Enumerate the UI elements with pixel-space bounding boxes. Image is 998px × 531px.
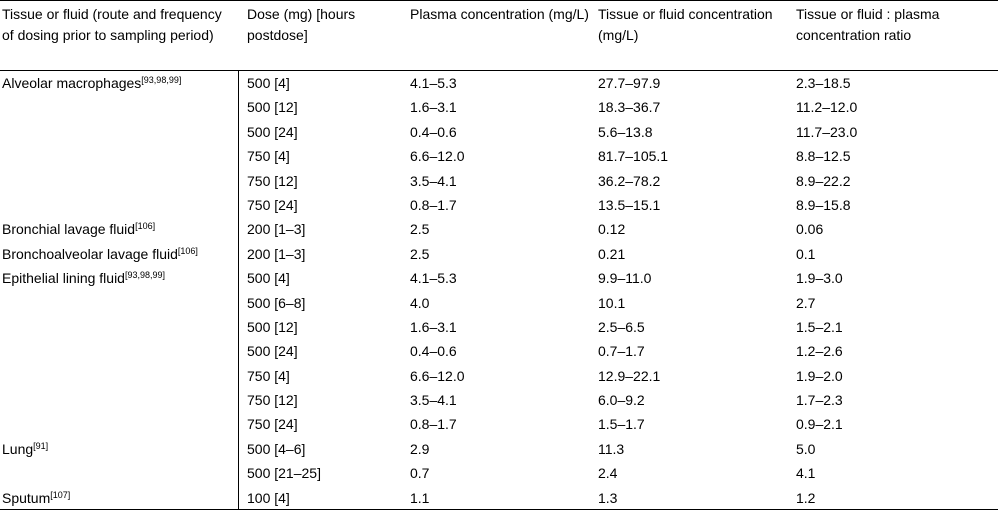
tissue-name: Epithelial lining fluid (2, 270, 125, 287)
reference-superscript: [93,98,99] (124, 270, 166, 281)
header-plasma: Plasma concentration (mg/L) (410, 6, 589, 22)
table-body (0, 71, 998, 510)
table-row (0, 120, 998, 144)
table-row (0, 193, 998, 217)
table-row (0, 242, 998, 266)
cell-dose: 750 [24] (247, 416, 298, 433)
cell-plasma: 2.5 (410, 221, 430, 238)
reference-superscript: [107] (50, 489, 71, 500)
reference-superscript: [91] (33, 440, 49, 451)
cell-plasma: 2.5 (410, 245, 430, 262)
cell-ratio: 8.8–12.5 (796, 148, 851, 165)
cell-dose: 500 [4–6] (247, 440, 306, 457)
cell-plasma: 4.1–5.3 (410, 75, 457, 91)
cell-dose: 500 [24] (247, 343, 298, 360)
cell-plasma: 1.6–3.1 (410, 318, 457, 335)
cell-tissue-concentration: 0.21 (598, 245, 626, 262)
cell-tissue (2, 75, 181, 92)
cell-ratio: 1.2 (796, 489, 816, 506)
cell-dose: 500 [24] (247, 123, 298, 140)
cell-dose: 750 [12] (247, 172, 298, 189)
table-header (0, 3, 998, 71)
cell-dose: 500 [6–8] (247, 294, 306, 311)
table-row (0, 217, 998, 241)
cell-ratio: 1.5–2.1 (796, 318, 843, 335)
cell-tissue (2, 270, 165, 287)
cell-tissue-concentration: 10.1 (598, 294, 626, 311)
header-dose: Dose (mg) [hours postdose] (247, 6, 356, 43)
cell-ratio: 8.9–15.8 (796, 196, 851, 213)
cell-tissue-concentration: 12.9–22.1 (598, 367, 661, 384)
cell-tissue (2, 490, 70, 507)
table-row (0, 486, 998, 510)
cell-ratio: 11.2–12.0 (796, 99, 858, 116)
cell-dose: 500 [21–25] (247, 465, 321, 482)
tissue-name: Bronchial lavage fluid (2, 221, 136, 238)
cell-tissue-concentration: 81.7–105.1 (598, 148, 669, 165)
cell-tissue-concentration: 1.5–1.7 (598, 416, 645, 433)
cell-dose: 750 [4] (247, 367, 290, 384)
cell-ratio: 2.7 (796, 294, 816, 311)
table-row (0, 266, 998, 290)
cell-dose: 750 [4] (247, 148, 290, 165)
table-row (0, 437, 998, 461)
table-row (0, 461, 998, 485)
cell-ratio: 1.9–3.0 (796, 270, 843, 287)
cell-ratio: 2.3–18.5 (796, 75, 851, 91)
cell-plasma: 0.8–1.7 (410, 416, 457, 433)
table-row (0, 71, 998, 95)
cell-plasma: 1.1 (410, 489, 430, 506)
cell-tissue-concentration: 36.2–78.2 (598, 172, 661, 189)
tissue-name: Bronchoalveolar lavage fluid (2, 245, 178, 262)
cell-dose: 500 [12] (247, 99, 298, 116)
cell-ratio: 1.2–2.6 (796, 343, 843, 360)
cell-plasma: 6.6–12.0 (410, 148, 465, 165)
cell-dose: 500 [4] (247, 270, 290, 287)
cell-dose: 500 [12] (247, 318, 298, 335)
cell-ratio: 1.9–2.0 (796, 367, 843, 384)
cell-tissue-concentration: 1.3 (598, 489, 618, 506)
tissue-name: Alveolar macrophages (2, 75, 142, 91)
cell-tissue-concentration: 27.7–97.9 (598, 75, 661, 91)
cell-tissue (2, 441, 48, 458)
cell-dose: 100 [4] (247, 489, 290, 506)
cell-ratio: 1.7–2.3 (796, 392, 843, 409)
cell-tissue-concentration: 13.5–15.1 (598, 196, 661, 213)
cell-dose: 200 [1–3] (247, 245, 306, 262)
table-row (0, 315, 998, 339)
cell-ratio: 8.9–22.2 (796, 172, 851, 189)
cell-ratio: 0.9–2.1 (796, 416, 843, 433)
cell-tissue-concentration: 2.5–6.5 (598, 318, 645, 335)
cell-plasma: 0.7 (410, 465, 430, 482)
table-row (0, 291, 998, 315)
cell-plasma: 3.5–4.1 (410, 392, 457, 409)
cell-plasma: 0.4–0.6 (410, 343, 457, 360)
table-row (0, 364, 998, 388)
cell-ratio: 11.7–23.0 (796, 123, 858, 140)
cell-plasma: 0.4–0.6 (410, 123, 457, 140)
cell-tissue-concentration: 6.0–9.2 (598, 392, 645, 409)
table-row (0, 169, 998, 193)
header-ratio: Tissue or fluid : plasma concentration ratio (796, 6, 940, 43)
cell-tissue (2, 221, 155, 238)
table-row (0, 95, 998, 119)
reference-superscript: [106] (135, 221, 156, 232)
cell-tissue-concentration: 18.3–36.7 (598, 99, 661, 116)
table-row (0, 339, 998, 363)
table-row (0, 144, 998, 168)
tissue-name: Sputum (2, 489, 51, 506)
cell-tissue-concentration: 2.4 (598, 465, 618, 482)
table-row (0, 412, 998, 436)
cell-tissue (2, 246, 198, 263)
cell-ratio: 5.0 (796, 440, 816, 457)
reference-superscript: [106] (177, 245, 198, 256)
cell-tissue-concentration: 0.12 (598, 221, 626, 238)
cell-dose: 200 [1–3] (247, 221, 306, 238)
cell-dose: 750 [12] (247, 392, 298, 409)
cell-tissue-concentration: 0.7–1.7 (598, 343, 645, 360)
table-row (0, 388, 998, 412)
cell-tissue-concentration: 5.6–13.8 (598, 123, 653, 140)
tissue-name: Lung (2, 440, 34, 457)
cell-plasma: 0.8–1.7 (410, 196, 457, 213)
cell-plasma: 6.6–12.0 (410, 367, 465, 384)
cell-ratio: 0.1 (796, 245, 816, 262)
header-tissue-concentration: Tissue or fluid concentration (mg/L) (598, 6, 773, 43)
cell-plasma: 1.6–3.1 (410, 99, 457, 116)
reference-superscript: [93,98,99] (141, 75, 182, 85)
cell-plasma: 2.9 (410, 440, 430, 457)
cell-ratio: 0.06 (796, 221, 824, 238)
cell-plasma: 4.0 (410, 294, 430, 311)
cell-dose: 750 [24] (247, 196, 298, 213)
cell-plasma: 3.5–4.1 (410, 172, 457, 189)
cell-tissue-concentration: 9.9–11.0 (598, 270, 652, 287)
cell-ratio: 4.1 (796, 465, 816, 482)
cell-dose: 500 [4] (247, 75, 290, 91)
header-tissue: Tissue or fluid (route and frequency of dosing prior to sampling period) (2, 6, 222, 43)
cell-tissue-concentration: 11.3 (598, 440, 625, 457)
cell-plasma: 4.1–5.3 (410, 270, 457, 287)
